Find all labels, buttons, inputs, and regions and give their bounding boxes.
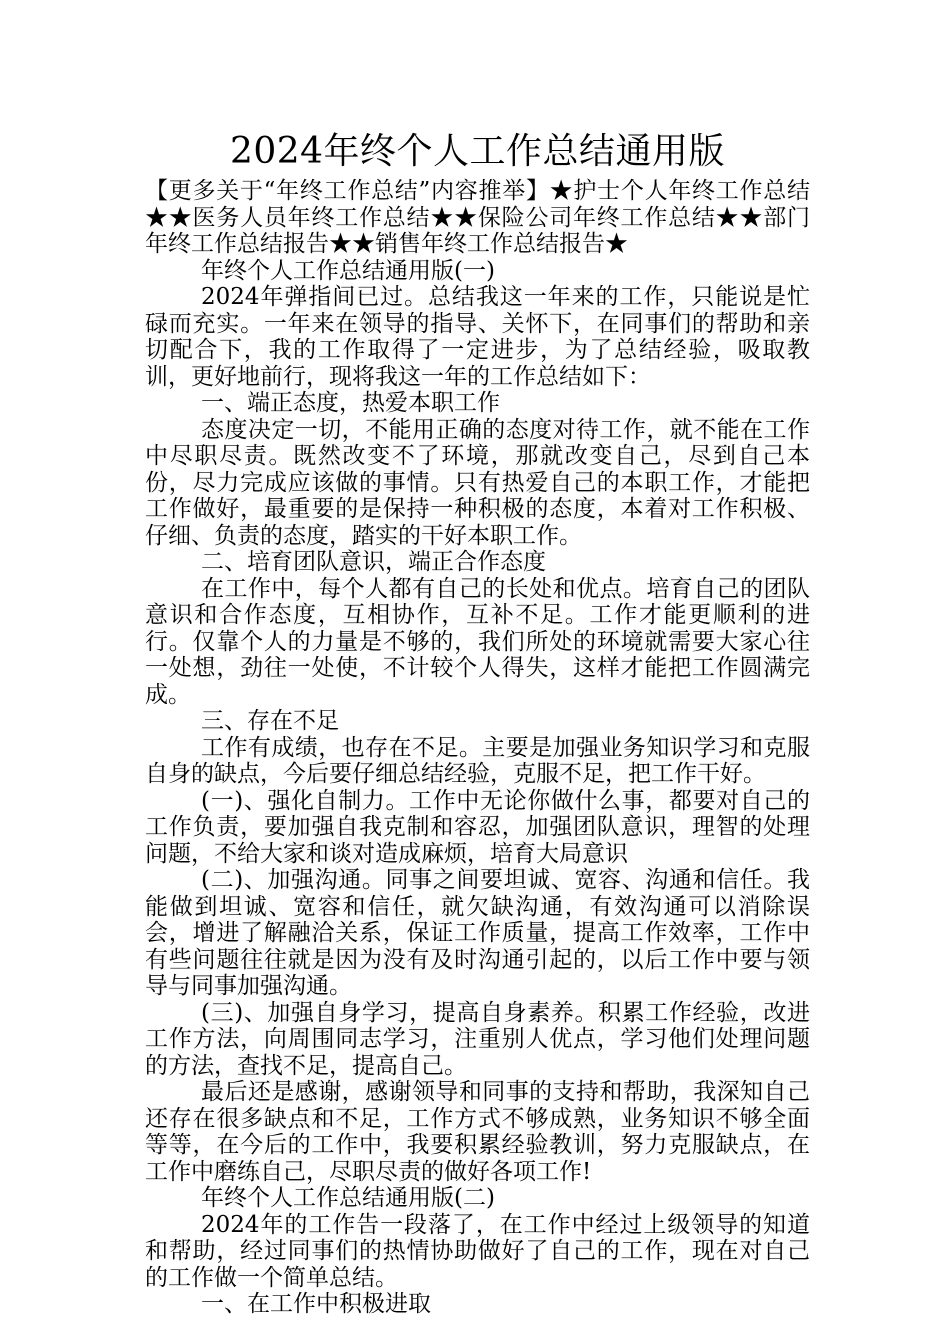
body-paragraph: 一、在工作中积极进取: [201, 1291, 431, 1317]
body-paragraph: 年终个人工作总结通用版(一): [201, 257, 495, 284]
document-body: [145, 178, 810, 1318]
body-paragraph: 最后还是感谢，感谢领导和同事的支持和帮助，我深知自己还存在很多缺点和不足，工作方式不够成熟，业务知识不够全面等等，在今后的工作中，我要积累经验教训，努力克服缺点，在工作中磨练自己，尽职尽责的做好各项工作!: [145, 1079, 810, 1185]
body-paragraph: (二)、加强沟通。同事之间要坦诚、宽容、沟通和信任。我能做到坦诚、宽容和信任，就欠缺沟通，有效沟通可以消除误会，增进了解融洽关系，保证工作质量，提高工作效率，工作中有些问题往往就是因为没有及时沟通引起的，以后工作中要与领导与同事加强沟通。: [145, 867, 810, 999]
body-paragraph: 2024年的工作告一段落了，在工作中经过上级领导的知道和帮助，经过同事们的热情协助做好了自己的工作，现在对自己的工作做一个简单总结。: [145, 1211, 810, 1291]
body-paragraph: (三)、加强自身学习，提高自身素养。积累工作经验，改进工作方法，向周围同志学习，注重别人优点，学习他们处理问题的方法，查找不足，提高自己。: [145, 999, 810, 1079]
body-paragraph: 工作有成绩，也存在不足。主要是加强业务知识学习和克服自身的缺点，今后要仔细总结经验，克服不足，把工作干好。: [145, 734, 810, 787]
document-page: [145, 128, 810, 1318]
body-paragraph: 一、端正态度，热爱本职工作: [201, 390, 500, 416]
body-paragraph: 二、培育团队意识，端正合作态度: [201, 549, 546, 575]
body-paragraph: 态度决定一切，不能用正确的态度对待工作，就不能在工作中尽职尽责。既然改变不了环境，那就改变自己，尽到自己本份，尽力完成应该做的事情。只有热爱自己的本职工作，才能把工作做好，最重要的是保持一种积极的态度，本着对工作积极、仔细、负责的态度，踏实的干好本职工作。: [145, 416, 810, 549]
body-paragraph: 2024年弹指间已过。总结我这一年来的工作，只能说是忙碌而充实。一年来在领导的指导、关怀下，在同事们的帮助和亲切配合下，我的工作取得了一定进步，为了总结经验，吸取教训，更好地前行，现将我这一年的工作总结如下：: [145, 284, 810, 390]
recommendation-links: 【更多关于“年终工作总结”内容推举】★护士个人年终工作总结★★医务人员年终工作总结★★保险公司年终工作总结★★部门年终工作总结报告★★销售年终工作总结报告★: [145, 178, 810, 257]
document-title: 2024年终个人工作总结通用版: [229, 131, 726, 172]
body-paragraph: (一)、强化自制力。工作中无论你做什么事，都要对自己的工作负责，要加强自我克制和容忍，加强团队意识，理智的处理问题，不给大家和谈对造成麻烦，培育大局意识: [145, 787, 810, 867]
body-paragraph: 三、存在不足: [201, 708, 339, 734]
body-paragraph: 年终个人工作总结通用版(二): [201, 1185, 495, 1211]
body-paragraph: 在工作中，每个人都有自己的长处和优点。培育自己的团队意识和合作态度，互相协作，互补不足。工作才能更顺利的进行。仅靠个人的力量是不够的，我们所处的环境就需要大家心往一处想，劲往一处使，不计较个人得失，这样才能把工作圆满完成。: [145, 575, 810, 708]
